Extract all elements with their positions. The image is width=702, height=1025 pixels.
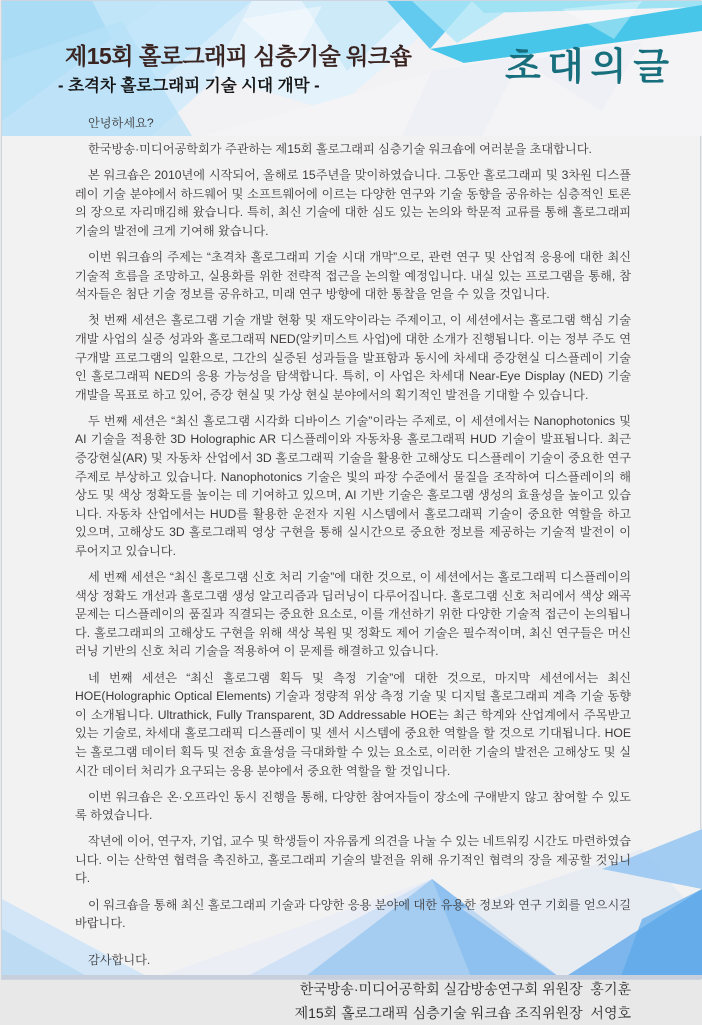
letter-paragraph: 안녕하세요?: [88, 116, 154, 130]
letter-paragraph: 네 번째 세션은 “최신 홀로그램 획득 및 측정 기술”에 대한 것으로, 마지막 세션에서는 최신 HOE(Holographic Optical Elements) 기술과 정량적 위상 측정 기술 및 디지털 홀로그래피 계측 기술 동향이 소개됩니다. Ultrathick, Fully Transparent, 3D Addressable HOE는 최근 학계와 산업계에서 주목받고 있는 기술로, 차세대 홀로그래픽 디스플레이 및 센서 시스템에 중요한 역할을 할 것으로 기대됩니다. HOE는 홀로그램 데이터 획득 및 전송 효율성을 극대화할 수 있는 요소로, 이러한 기술의 발전은 고해상도 및 실시간 데이터 처리가 요구되는 응용 분야에서 중요한 역할을 할 것입니다.: [75, 670, 631, 778]
letter-paragraph: 이 워크숍을 통해 최신 홀로그래피 기술과 다양한 응용 분야에 대한 유용한 정보와 연구 기회를 얻으시길 바랍니다.: [75, 897, 631, 931]
signature-line: 한국방송·미디어공학회 실감방송연구회 위원장 홍기훈: [299, 980, 631, 997]
letter-paragraphs: [75, 114, 631, 933]
letter-paragraph: 이번 워크숍의 주제는 “초격차 홀로그래피 기술 시대 개막”으로, 관련 연구 및 산업적 응용에 대한 최신 기술적 흐름을 조망하고, 실용화를 위한 전략적 접근을 논의할 예정입니다. 내실 있는 프로그램을 통해, 참석자들은 첨단 기술 정보를 공유하고, 미래 연구 방향에 대한 통찰을 얻을 수 있을 것입니다.: [75, 250, 631, 302]
letter-paragraph: 첫 번째 세션은 홀로그램 기술 개발 현황 및 재도약이라는 주제이고, 이 세션에서는 홀로그램 핵심 기술 개발 사업의 실증 성과와 홀로그래픽 NED(알키미스트 사업)에 대한 소개가 진행됩니다. 이는 정부 주도 연구개발 프로그램의 일환으로, 그간의 실증된 성과들을 발표함과 동시에 차세대 증강현실 디스플레이 기술인 홀로그래픽 NED의 응용 가능성을 탐색합니다. 특히, 이 사업은 차세대 Near-Eye Display (NED) 기술 개발을 목표로 하고 있어, 증강 현실 및 가상 현실 분야에서의 획기적인 발전을 기대할 수 있습니다.: [75, 313, 631, 402]
letter-paragraph: 이번 워크숍은 온·오프라인 동시 진행을 통해, 다양한 참여자들이 장소에 구애받지 않고 참여할 수 있도록 하였습니다.: [75, 789, 631, 823]
letter-body: [75, 114, 631, 1025]
signature-line: 제15회 홀로그래픽 심층기술 워크숍 조직위원장 서영호: [294, 1004, 631, 1021]
workshop-subtitle: - 초격차 홀로그래피 기술 시대 개막 -: [58, 77, 320, 95]
workshop-title: 제15회 홀로그래피 심층기술 워크숍: [65, 43, 412, 69]
invitation-heading: 초대의글: [505, 46, 676, 87]
letter-paragraph: 두 번째 세션은 “최신 홀로그램 시각화 디바이스 기술”이라는 주제로, 이 세션에서는 Nanophotonics 및 AI 기술을 적용한 3D Holographic AR 디스플레이와 자동차용 홀로그래픽 HUD 기술이 발표됩니다. 최근 증강현실(AR) 및 자동차 산업에서 3D 홀로그래픽 기술을 활용한 고해상도 디스플레이 기술이 중요한 연구 주제로 부상하고 있습니다. Nanophotonics 기술은 빛의 파장 수준에서 물질을 조작하여 디스플레이의 해상도 및 색상 정확도를 높이는 데 기여하고 있으며, AI 기반 기술은 홀로그램 생성의 효율성을 높이고 있습니다. 자동차 산업에서는 HUD를 활용한 운전자 지원 시스템에서 홀로그래픽 기술이 중요한 역할을 하고 있으며, 고해상도 3D 홀로그래픽 영상 구현을 통해 실시간으로 중요한 정보를 제공하는 기술적 발전이 이루어지고 있습니다.: [75, 413, 631, 558]
letter-paragraph: 세 번째 세션은 “최신 홀로그램 신호 처리 기술”에 대한 것으로, 이 세션에서는 홀로그래픽 디스플레이의 색상 정확도 개선과 홀로그램 생성 알고리즘과 딥러닝이 다루어집니다. 홀로그램 신호 처리에서 색상 왜곡 문제는 디스플레이의 품질과 직결되는 중요한 요소로, 이를 개선하기 위한 다양한 기술적 접근이 논의됩니다. 홀로그래피의 고해상도 구현을 위해 색상 복원 및 정확도 제어 기술은 필수적이며, 최신 연구들은 머신러닝 기반의 신호 처리 기술을 적용하여 이 문제를 해결하고 있습니다.: [75, 570, 631, 659]
closing-text: 감사합니다.: [88, 952, 151, 967]
letter-paragraph: 본 워크숍은 2010년에 시작되어, 올해로 15주년을 맞이하였습니다. 그동안 홀로그래피 및 3차원 디스플레이 기술 분야에서 하드웨어 및 소프트웨어에 이르는 다양한 연구와 기술 동향을 공유하는 심층적인 토론의 장으로 자리매김해 왔습니다. 특히, 최신 기술에 대한 심도 있는 논의와 학문적 교류를 통해 홀로그래피 기술의 발전에 크게 기여해 왔습니다.: [75, 168, 631, 238]
letter-paragraph: 작년에 이어, 연구자, 기업, 교수 및 학생들이 자유롭게 의견을 나눌 수 있는 네트워킹 시간도 마련하였습니다. 이는 산학연 협력을 촉진하고, 홀로그래피 기술의 발전을 위해 유기적인 협력의 장을 제공할 것입니다.: [75, 834, 631, 886]
signature-block: [75, 977, 631, 1025]
invitation-page: [1, 0, 701, 1021]
letter-paragraph: 한국방송·미디어공학회가 주관하는 제15회 홀로그래피 심층기술 워크숍에 여러분을 초대합니다.: [88, 142, 592, 157]
